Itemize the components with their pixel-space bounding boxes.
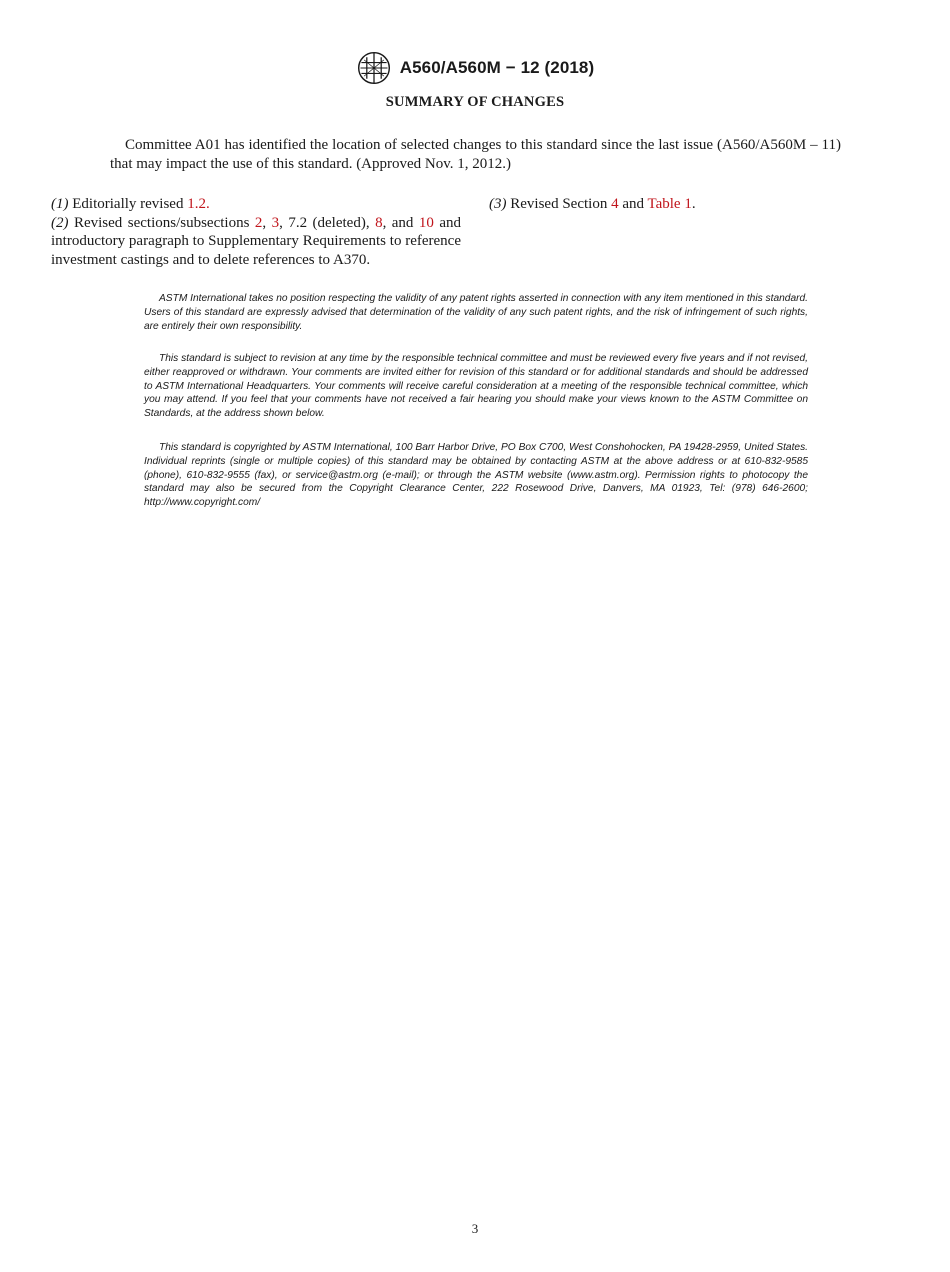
copyright-notice: This standard is copyrighted by ASTM International, 100 Barr Harbor Drive, PO Box C700, West Conshohocken, PA 19428-2959, United States. Individual reprints (single or multiple copies) of this standard may be obtained by contacting ASTM at the above address or at 610-832-9585 (phone), 610-832-9555 (fax), or service@astm.org (e-mail); or through the ASTM website (www.astm.org). Permission rights to photocopy the standard may also be secured from the Copyright Clearance Center, 222 Rosewood Drive, Danvers, MA 01923, Tel: (978) 646-2600; http://www.copyright.com/ bbox=[144, 442, 808, 509]
ref-link-section-3[interactable]: 3 bbox=[271, 214, 280, 231]
item-text: and bbox=[622, 196, 644, 212]
item-text: Revised Section bbox=[510, 196, 608, 212]
item-text: , 7.2 (deleted), bbox=[279, 214, 370, 231]
ref-link-section-8[interactable]: 8 bbox=[375, 214, 383, 231]
separator: , bbox=[262, 214, 267, 231]
standard-designation: A560/A560M − 12 (2018) bbox=[399, 58, 595, 77]
change-item-2 bbox=[51, 214, 461, 270]
item-text: Revised sections/subsections bbox=[73, 214, 250, 231]
ref-link-section-2[interactable]: 2 bbox=[254, 214, 263, 231]
changes-right-column bbox=[489, 195, 849, 214]
item-number: (2) bbox=[51, 214, 69, 231]
item-text: , and bbox=[382, 214, 414, 231]
item-number: (1) bbox=[51, 196, 69, 212]
ref-link-1-2[interactable]: 1.2. bbox=[187, 196, 210, 212]
ref-link-section-10[interactable]: 10 bbox=[418, 214, 434, 231]
ref-link-section-4[interactable]: 4 bbox=[611, 196, 619, 212]
document-header bbox=[0, 50, 950, 86]
ref-link-table-1[interactable]: Table 1 bbox=[647, 196, 692, 212]
section-title: SUMMARY OF CHANGES bbox=[385, 94, 565, 110]
item-text: Editorially revised bbox=[72, 196, 184, 212]
change-item-3 bbox=[489, 195, 849, 214]
item-number: (3) bbox=[489, 196, 507, 212]
change-item-1 bbox=[51, 195, 461, 214]
page-number: 3 bbox=[471, 1221, 479, 1236]
item-text: and introductory paragraph to Supplementary Requirements to reference investment castings and to delete references to A370. bbox=[51, 214, 462, 268]
astm-logo-icon bbox=[356, 50, 392, 86]
intro-paragraph: Committee A01 has identified the location of selected changes to this standard since the last issue (A560/A560M – 11) that may impact the use of this standard. (Approved Nov. 1, 2012.) bbox=[110, 137, 841, 172]
item-text: . bbox=[691, 196, 696, 212]
patent-notice: ASTM International takes no position respecting the validity of any patent rights asserted in connection with any item mentioned in this standard. Users of this standard are expressly advised that determination of the validity of any such patent rights, and the risk of infringement of such rights, are entirely their own responsibility. bbox=[144, 293, 808, 332]
changes-left-column bbox=[51, 195, 461, 269]
revision-notice: This standard is subject to revision at any time by the responsible technical committee and must be reviewed every five years and if not revised, either reapproved or withdrawn. Your comments are invited either for revision of this standard or for additional standards and should be addressed to ASTM International Headquarters. Your comments will receive careful consideration at a meeting of the responsible technical committee, which you may attend. If you feel that your comments have not received a fair hearing you should make your views known to the ASTM Committee on Standards, at the address shown below. bbox=[144, 353, 808, 420]
